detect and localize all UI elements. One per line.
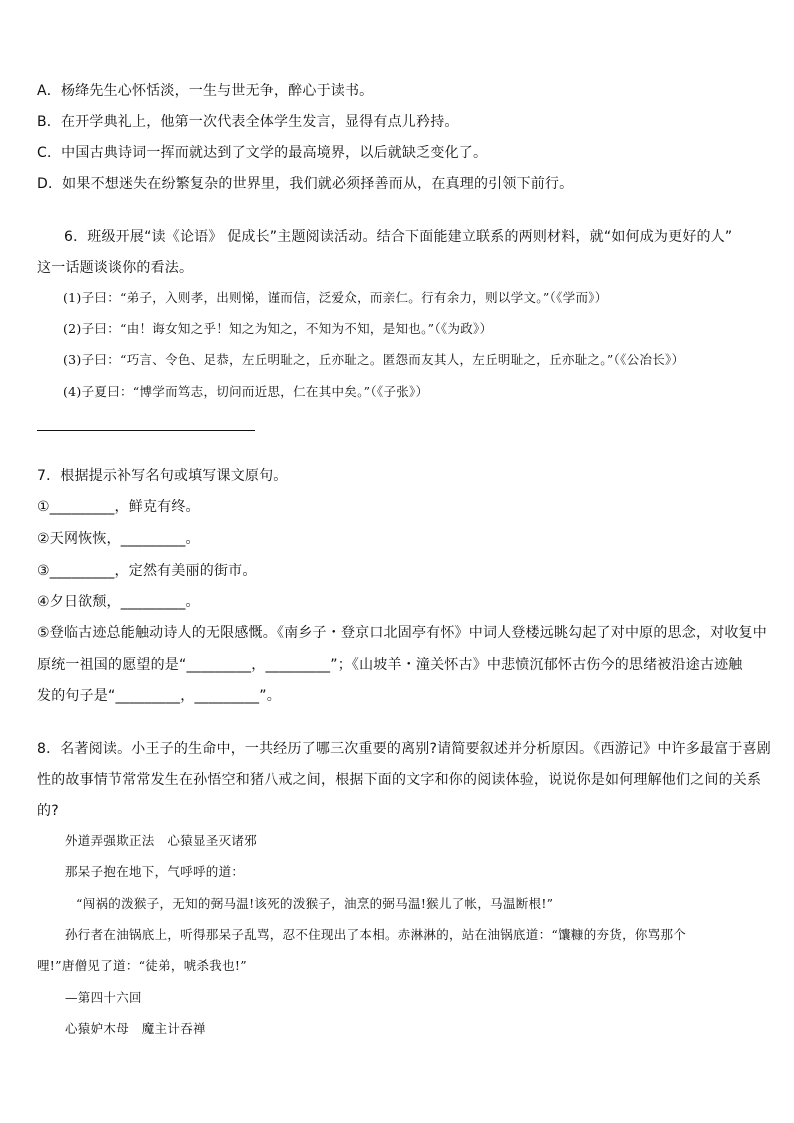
excerpt-paragraph-2: “闯祸的泼猴子，无知的弼马温!该死的泼猴子，油烹的弼马温!猴儿了帐，马温断根!” xyxy=(76,896,554,911)
question-6-prompt-cont: 这一话题谈谈你的看法。 xyxy=(37,260,194,276)
fill-blank-2: ②天网恢恢，_________。 xyxy=(37,531,200,547)
lunyu-quote-2: (2)子曰：“由！诲女知之乎！知之为知之，不知为不知，是知也。”（《为政》） xyxy=(63,321,493,336)
question-8-line3: 的? xyxy=(37,803,59,819)
excerpt-paragraph-1: 那呆子抱在地下，气呼呼的道： xyxy=(65,864,245,879)
fill-blank-5-line1: ⑤登临古迹总能触动诗人的无限感慨。《南乡子・登京口北固亭有怀》中词人登楼远眺勾起了对中原的思念，对收复中 xyxy=(37,625,767,641)
answer-line[interactable] xyxy=(37,430,255,431)
fill-blank-1: ①_________，鲜克有终。 xyxy=(37,499,200,515)
option-d: D．如果不想迷失在纷繁复杂的世界里，我们就必须择善而从，在真理的引领下前行。 xyxy=(37,176,574,192)
excerpt-paragraph-3-cont: 哩!”唐僧见了道：“徒弟，唬杀我也!” xyxy=(37,958,247,973)
question-6-prompt: 6．班级开展“读《论语》 促成长”主题阅读活动。结合下面能建立联系的两则材料，就“如何成为更好的人” xyxy=(64,229,733,245)
fill-blank-4: ④夕日欲颓，_________。 xyxy=(37,594,200,610)
question-7-title: 7．根据提示补写名句或填写课文原句。 xyxy=(37,468,288,484)
excerpt-chapter: —第四十六回 xyxy=(65,990,142,1005)
option-a: A．杨绛先生心怀恬淡，一生与世无争，醉心于读书。 xyxy=(37,83,374,99)
lunyu-quote-1: (1)子曰：“弟子，入则孝，出则悌，谨而信，泛爱众，而亲仁。行有余力，则以学文。”（《学而》） xyxy=(63,290,608,305)
fill-blank-5-line3: 发的句子是“_________，_________”。 xyxy=(37,688,281,704)
question-8-line2: 性的故事情节常常发生在孙悟空和猪八戒之间，根据下面的文字和你的阅读体验，说说你是如何理解他们之间的关系 xyxy=(37,772,762,788)
fill-blank-3: ③_________，定然有美丽的街市。 xyxy=(37,563,257,579)
excerpt-heading-2: 心猿妒木母 魔主计吞禅 xyxy=(65,1021,206,1036)
option-b: B．在开学典礼上，他第一次代表全体学生发言，显得有点儿矜持。 xyxy=(37,114,459,130)
lunyu-quote-3: (3)子曰：“巧言、令色、足恭，左丘明耻之，丘亦耻之。匿怨而友其人，左丘明耻之，丘亦耻之。”（《公冶长》） xyxy=(63,352,685,367)
excerpt-heading-1: 外道弄强欺正法 心猿显圣灭诸邪 xyxy=(65,833,258,848)
question-8-line1: 8．名著阅读。小王子的生命中，一共经历了哪三次重要的离别?请简要叙述并分析原因。《西游记》中许多最富于喜剧 xyxy=(37,741,771,757)
option-c: C．中国古典诗词一挥而就达到了文学的最高境界，以后就缺乏变化了。 xyxy=(37,145,488,161)
lunyu-quote-4: (4)子夏曰：“博学而笃志，切问而近思，仁在其中矣。”（《子张》） xyxy=(63,384,429,399)
excerpt-paragraph-3: 孙行者在油锅底上，听得那呆子乱骂，忍不住现出了本相。赤淋淋的，站在油锅底道：“馕糠的夯货，你骂那个 xyxy=(65,927,687,942)
fill-blank-5-line2: 原统一祖国的愿望的是“_________，_________”；《山坡羊・潼关怀古》中悲愤沉郁怀古伤今的思绪被沿途古迹触 xyxy=(37,657,743,673)
